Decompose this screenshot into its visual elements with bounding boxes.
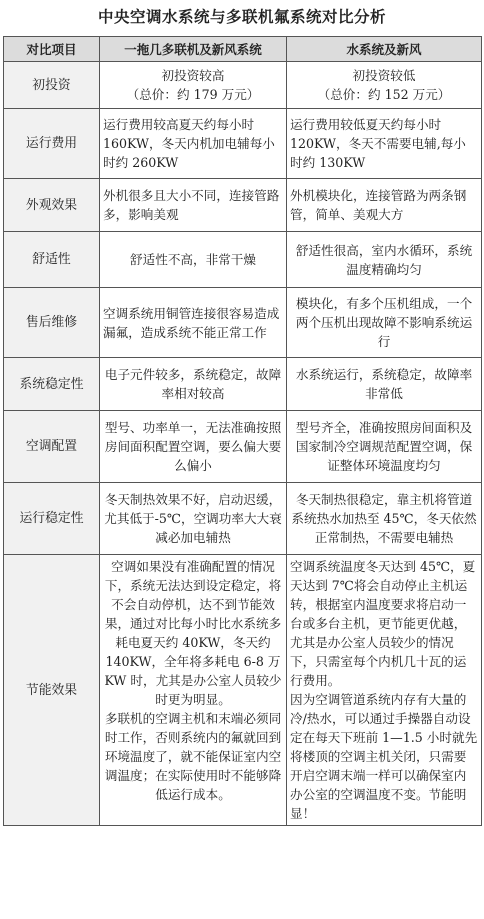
cell-multi-split: 舒适性不高，非常干燥	[100, 232, 287, 288]
page-title: 中央空调水系统与多联机氟系统对比分析	[97, 8, 386, 26]
row-label: 初投资	[4, 62, 100, 109]
table-row	[4, 358, 482, 411]
table-row	[4, 62, 482, 109]
cell-multi-split: 冬天制热效果不好，启动迟缓，尤其低于-5℃，空调功率大大衰减必加电辅热	[100, 483, 287, 555]
cell-multi-split: 外机很多且大小不同，连接管路多，影响美观	[100, 179, 287, 232]
cell-paragraph: 空调如果没有准确配置的情况下，系统无法达到设定稳定，将不会自动停机，达不到节能效果，通过对比每小时比水系统多耗电夏天约 40KW，冬天约 140KW，全年将多耗电 6-8 万 KW 时，尤其是办公室人员较少时更为明显。	[104, 559, 282, 707]
table-row	[4, 555, 482, 826]
table-row	[4, 288, 482, 358]
row-label: 外观效果	[4, 179, 100, 232]
row-label: 运行稳定性	[4, 483, 100, 555]
table-row	[4, 109, 482, 179]
cell-water-system: 模块化，有多个压机组成，一个两个压机出现故障不影响系统运行	[287, 288, 482, 358]
cell-line: 初投资较高 （总价：约 179 万元）	[126, 68, 260, 102]
cell-multi-split	[100, 62, 287, 109]
cell-multi-split	[100, 555, 287, 826]
table-row	[4, 179, 482, 232]
row-label: 售后维修	[4, 288, 100, 358]
cell-paragraph: 多联机的空调主机和末端必须同时工作，否则系统内的氟就回到环境温度了，就不能保证室内空调温度；在实际使用时不能够降低运行成本。	[104, 711, 282, 802]
header-item: 对比项目	[4, 37, 100, 62]
row-label: 系统稳定性	[4, 358, 100, 411]
cell-multi-split: 运行费用较高夏天约每小时 160KW，冬天内机加电辅每小时约 260KW	[100, 109, 287, 179]
cell-water-system: 运行费用较低夏天约每小时 120KW，冬天不需要电辅,每小时约 130KW	[287, 109, 482, 179]
cell-water-system: 冬天制热很稳定，靠主机将管道系统热水加热至 45℃，冬天依然正常制热，不需要电辅热	[287, 483, 482, 555]
cell-water-system	[287, 555, 482, 826]
cell-multi-split: 型号、功率单一，无法准确按照房间面积配置空调，要么偏大要么偏小	[100, 411, 287, 483]
cell-water-system: 型号齐全，准确按照房间面积及国家制冷空调规范配置空调，保证整体环境温度均匀	[287, 411, 482, 483]
cell-multi-split: 空调系统用铜管连接很容易造成漏氟，造成系统不能正常工作	[100, 288, 287, 358]
cell-water-system	[287, 62, 482, 109]
comparison-table	[3, 36, 482, 826]
row-label: 运行费用	[4, 109, 100, 179]
header-multi-split: 一拖几多联机及新风系统	[100, 37, 287, 62]
cell-paragraph: 空调系统温度冬天达到 45℃，夏天达到 7℃将会自动停止主机运转，根据室内温度要求将启动一台或多台主机，更节能更优越，尤其是办公室人员较少的情况下，只需室每个内机几十瓦的运行费用。	[290, 559, 476, 688]
row-label: 舒适性	[4, 232, 100, 288]
header-water-system: 水系统及新风	[287, 37, 482, 62]
cell-water-system: 水系统运行，系统稳定，故障率非常低	[287, 358, 482, 411]
table-row	[4, 232, 482, 288]
table-header-row	[4, 37, 482, 62]
row-label: 节能效果	[4, 555, 100, 826]
table-row	[4, 483, 482, 555]
cell-line: 初投资较低 （总价：约 152 万元）	[317, 68, 451, 102]
cell-multi-split: 电子元件较多，系统稳定，故障率相对较高	[100, 358, 287, 411]
table-row	[4, 411, 482, 483]
cell-paragraph: 因为空调管道系统内存有大量的冷/热水，可以通过手操器自动设定在每天下班前 1—1.5 小时就先将楼顶的空调主机关闭，只需要开启空调末端一样可以确保室内办公室的空调温度不变。节能明显！	[290, 692, 478, 821]
cell-water-system: 外机模块化，连接管路为两条钢管，简单、美观大方	[287, 179, 482, 232]
row-label: 空调配置	[4, 411, 100, 483]
cell-water-system: 舒适性很高，室内水循环，系统温度精确均匀	[287, 232, 482, 288]
